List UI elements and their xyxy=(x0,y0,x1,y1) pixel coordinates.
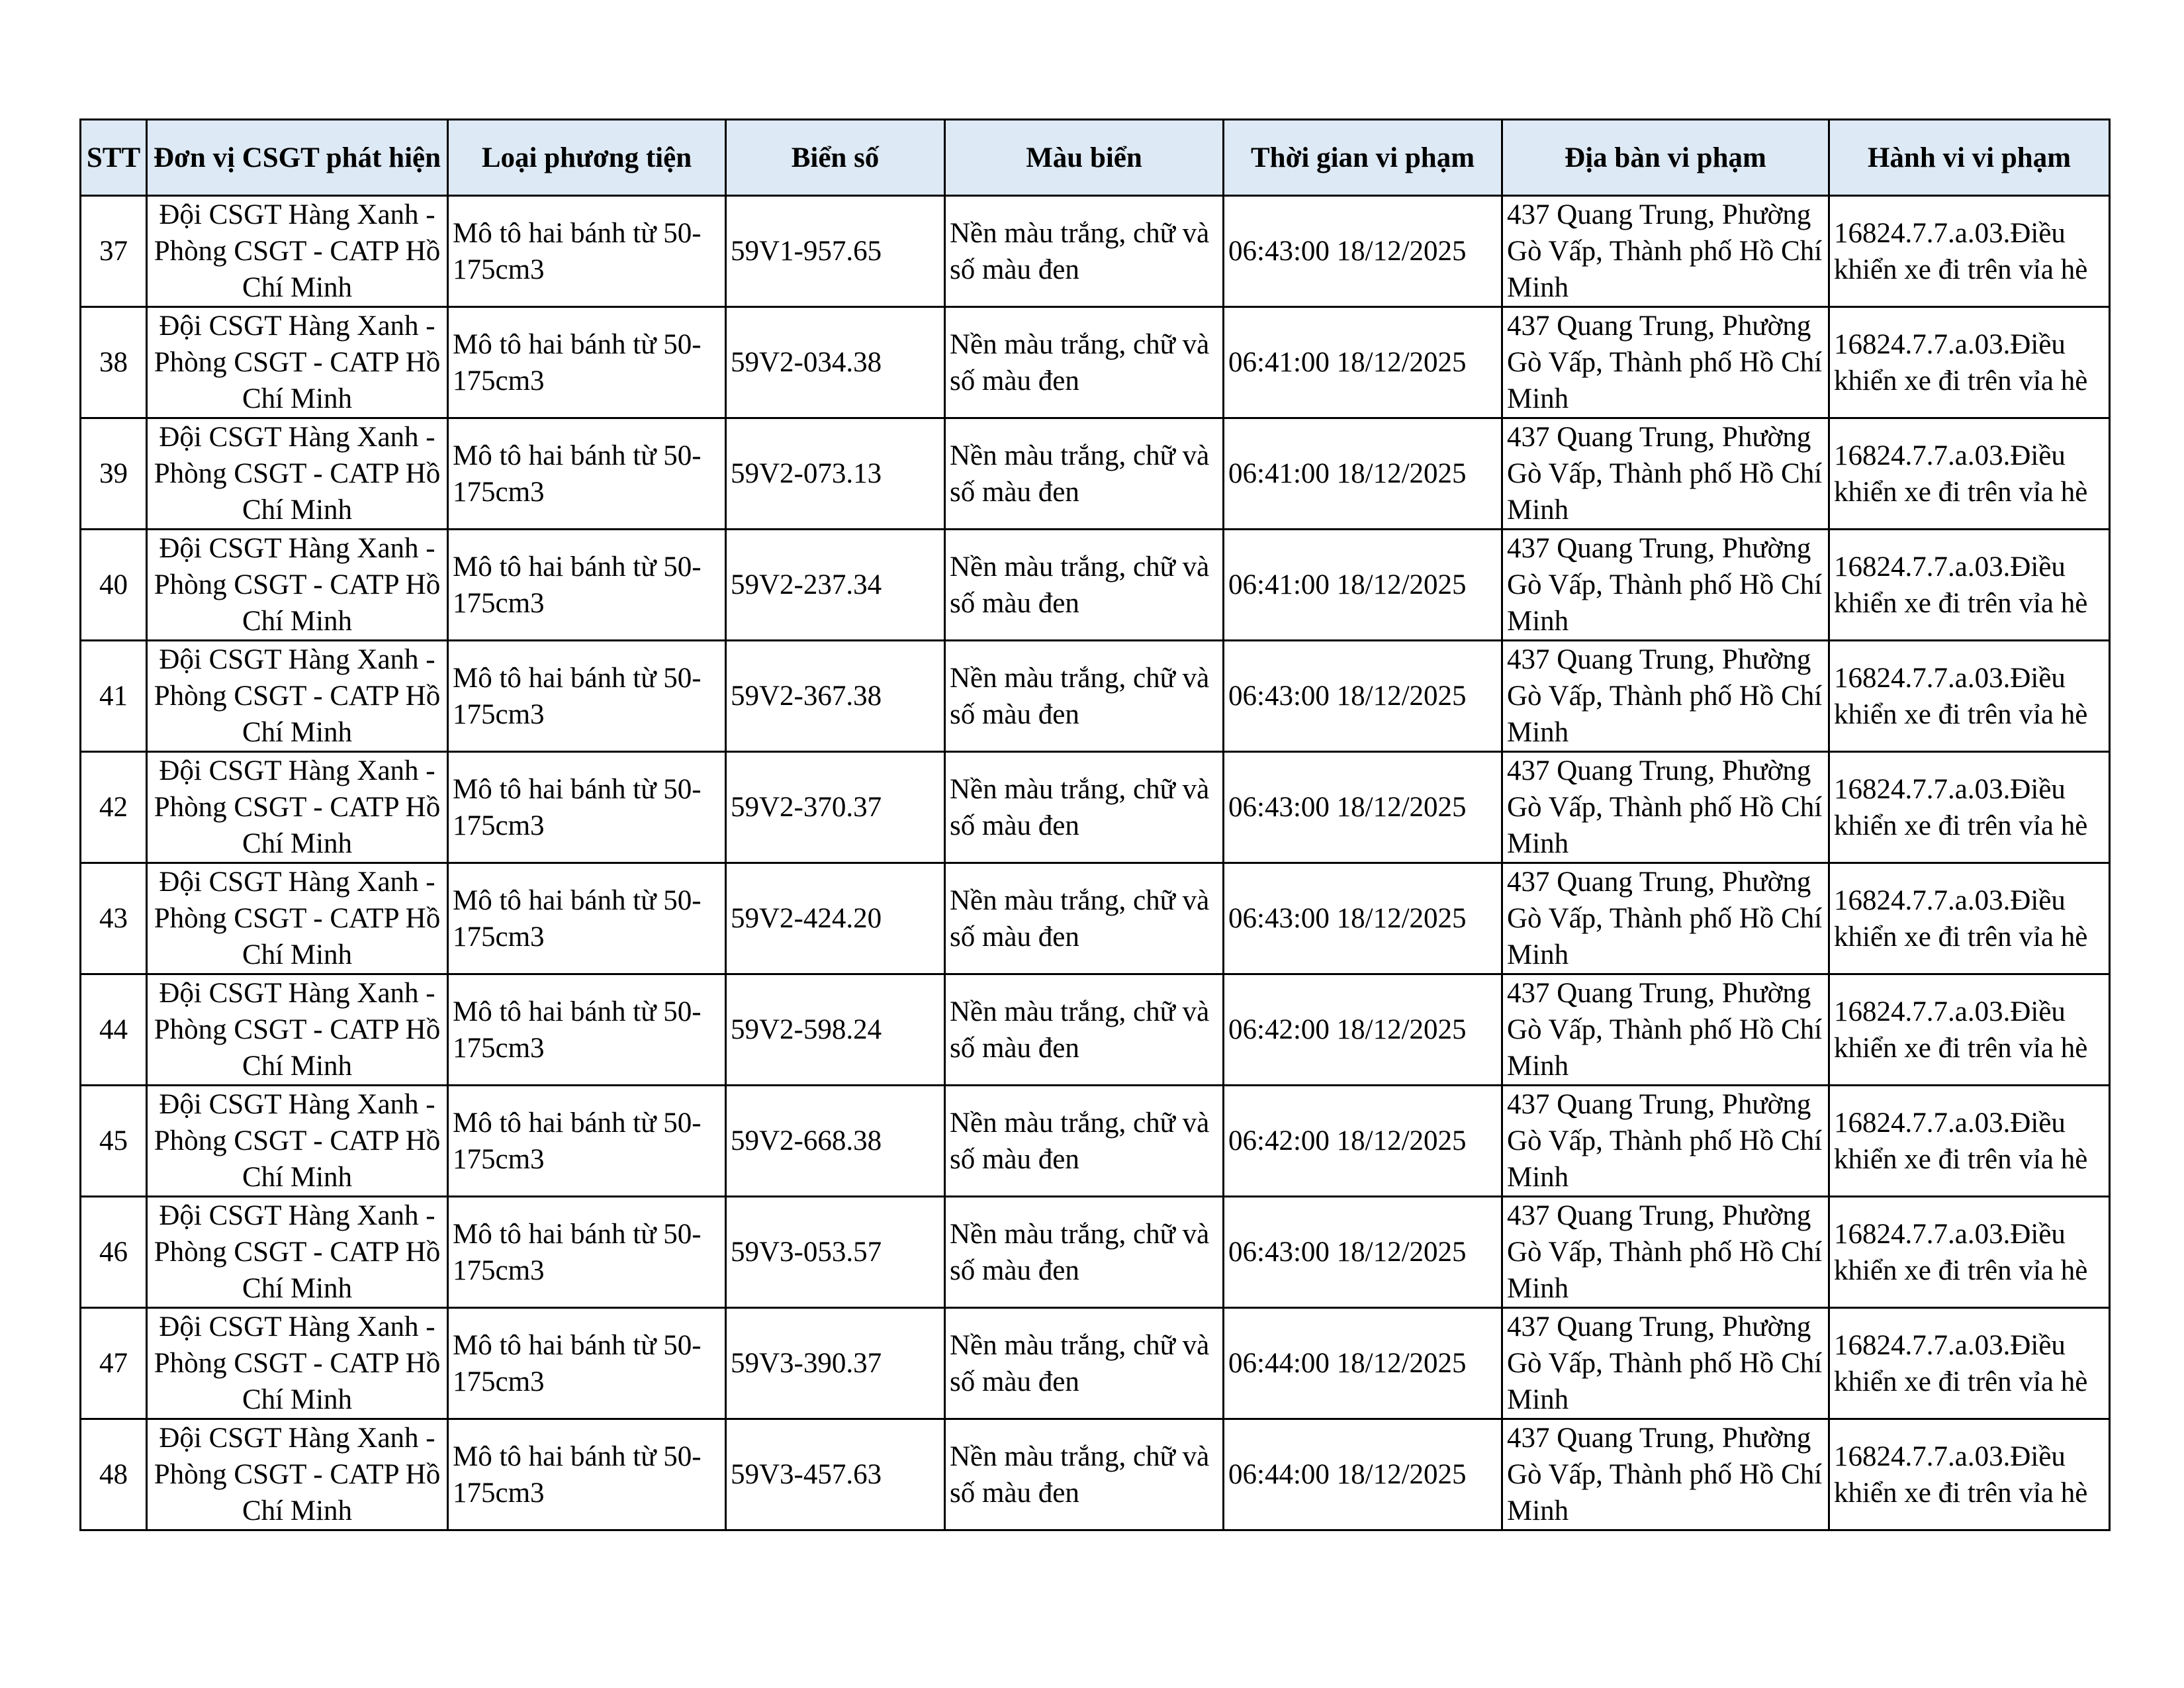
cell-location: 437 Quang Trung, Phường Gò Vấp, Thành phố Hồ Chí Minh xyxy=(1502,1197,1829,1308)
cell-plate-color: Nền màu trắng, chữ và số màu đen xyxy=(945,1308,1224,1419)
cell-location: 437 Quang Trung, Phường Gò Vấp, Thành phố Hồ Chí Minh xyxy=(1502,863,1829,974)
cell-vehicle-type: Mô tô hai bánh từ 50-175cm3 xyxy=(448,974,726,1086)
header-unit: Đơn vị CSGT phát hiện xyxy=(147,120,448,196)
header-vehicle-type: Loại phương tiện xyxy=(448,120,726,196)
table-row xyxy=(81,752,2110,863)
cell-plate: 59V2-073.13 xyxy=(726,418,945,530)
cell-unit: Đội CSGT Hàng Xanh - Phòng CSGT - CATP Hồ Chí Minh xyxy=(147,1197,448,1308)
cell-stt: 45 xyxy=(81,1086,147,1197)
cell-violation: 16824.7.7.a.03.Điều khiển xe đi trên vỉa hè xyxy=(1829,1419,2110,1530)
cell-stt: 46 xyxy=(81,1197,147,1308)
cell-plate-color: Nền màu trắng, chữ và số màu đen xyxy=(945,974,1224,1086)
table-row xyxy=(81,1086,2110,1197)
cell-plate-color: Nền màu trắng, chữ và số màu đen xyxy=(945,641,1224,752)
header-plate-color: Màu biển xyxy=(945,120,1224,196)
cell-plate: 59V3-390.37 xyxy=(726,1308,945,1419)
cell-vehicle-type: Mô tô hai bánh từ 50-175cm3 xyxy=(448,418,726,530)
cell-vehicle-type: Mô tô hai bánh từ 50-175cm3 xyxy=(448,641,726,752)
table-row xyxy=(81,974,2110,1086)
cell-stt: 37 xyxy=(81,196,147,307)
cell-unit: Đội CSGT Hàng Xanh - Phòng CSGT - CATP Hồ Chí Minh xyxy=(147,530,448,641)
cell-violation: 16824.7.7.a.03.Điều khiển xe đi trên vỉa hè xyxy=(1829,418,2110,530)
cell-time: 06:43:00 18/12/2025 xyxy=(1224,196,1502,307)
cell-time: 06:41:00 18/12/2025 xyxy=(1224,530,1502,641)
cell-time: 06:43:00 18/12/2025 xyxy=(1224,641,1502,752)
table-row xyxy=(81,1308,2110,1419)
cell-plate: 59V2-237.34 xyxy=(726,530,945,641)
cell-violation: 16824.7.7.a.03.Điều khiển xe đi trên vỉa hè xyxy=(1829,1197,2110,1308)
cell-plate-color: Nền màu trắng, chữ và số màu đen xyxy=(945,196,1224,307)
cell-violation: 16824.7.7.a.03.Điều khiển xe đi trên vỉa hè xyxy=(1829,974,2110,1086)
cell-vehicle-type: Mô tô hai bánh từ 50-175cm3 xyxy=(448,1308,726,1419)
cell-time: 06:41:00 18/12/2025 xyxy=(1224,418,1502,530)
table-row xyxy=(81,641,2110,752)
cell-time: 06:42:00 18/12/2025 xyxy=(1224,974,1502,1086)
cell-time: 06:43:00 18/12/2025 xyxy=(1224,752,1502,863)
cell-time: 06:44:00 18/12/2025 xyxy=(1224,1308,1502,1419)
table-row xyxy=(81,1419,2110,1530)
cell-vehicle-type: Mô tô hai bánh từ 50-175cm3 xyxy=(448,196,726,307)
cell-time: 06:43:00 18/12/2025 xyxy=(1224,1197,1502,1308)
violations-table xyxy=(79,118,2111,1531)
cell-plate-color: Nền màu trắng, chữ và số màu đen xyxy=(945,418,1224,530)
header-time: Thời gian vi phạm xyxy=(1224,120,1502,196)
header-plate: Biển số xyxy=(726,120,945,196)
cell-location: 437 Quang Trung, Phường Gò Vấp, Thành phố Hồ Chí Minh xyxy=(1502,196,1829,307)
cell-stt: 43 xyxy=(81,863,147,974)
cell-location: 437 Quang Trung, Phường Gò Vấp, Thành phố Hồ Chí Minh xyxy=(1502,974,1829,1086)
cell-plate: 59V2-370.37 xyxy=(726,752,945,863)
cell-stt: 39 xyxy=(81,418,147,530)
cell-plate-color: Nền màu trắng, chữ và số màu đen xyxy=(945,1197,1224,1308)
cell-location: 437 Quang Trung, Phường Gò Vấp, Thành phố Hồ Chí Minh xyxy=(1502,1086,1829,1197)
table-header xyxy=(81,120,2110,196)
cell-unit: Đội CSGT Hàng Xanh - Phòng CSGT - CATP Hồ Chí Minh xyxy=(147,1419,448,1530)
cell-time: 06:41:00 18/12/2025 xyxy=(1224,307,1502,418)
table-row xyxy=(81,1197,2110,1308)
cell-stt: 38 xyxy=(81,307,147,418)
cell-plate: 59V2-034.38 xyxy=(726,307,945,418)
cell-plate-color: Nền màu trắng, chữ và số màu đen xyxy=(945,307,1224,418)
cell-unit: Đội CSGT Hàng Xanh - Phòng CSGT - CATP Hồ Chí Minh xyxy=(147,752,448,863)
cell-violation: 16824.7.7.a.03.Điều khiển xe đi trên vỉa hè xyxy=(1829,863,2110,974)
header-stt: STT xyxy=(81,120,147,196)
cell-unit: Đội CSGT Hàng Xanh - Phòng CSGT - CATP Hồ Chí Minh xyxy=(147,196,448,307)
header-violation: Hành vi vi phạm xyxy=(1829,120,2110,196)
cell-unit: Đội CSGT Hàng Xanh - Phòng CSGT - CATP Hồ Chí Minh xyxy=(147,974,448,1086)
cell-vehicle-type: Mô tô hai bánh từ 50-175cm3 xyxy=(448,1419,726,1530)
cell-unit: Đội CSGT Hàng Xanh - Phòng CSGT - CATP Hồ Chí Minh xyxy=(147,863,448,974)
table-body xyxy=(81,196,2110,1530)
cell-stt: 42 xyxy=(81,752,147,863)
cell-violation: 16824.7.7.a.03.Điều khiển xe đi trên vỉa hè xyxy=(1829,307,2110,418)
cell-time: 06:42:00 18/12/2025 xyxy=(1224,1086,1502,1197)
cell-plate-color: Nền màu trắng, chữ và số màu đen xyxy=(945,1419,1224,1530)
table-row xyxy=(81,863,2110,974)
cell-plate-color: Nền màu trắng, chữ và số màu đen xyxy=(945,530,1224,641)
cell-vehicle-type: Mô tô hai bánh từ 50-175cm3 xyxy=(448,752,726,863)
cell-plate-color: Nền màu trắng, chữ và số màu đen xyxy=(945,752,1224,863)
cell-violation: 16824.7.7.a.03.Điều khiển xe đi trên vỉa hè xyxy=(1829,1308,2110,1419)
cell-vehicle-type: Mô tô hai bánh từ 50-175cm3 xyxy=(448,1086,726,1197)
cell-violation: 16824.7.7.a.03.Điều khiển xe đi trên vỉa hè xyxy=(1829,1086,2110,1197)
cell-vehicle-type: Mô tô hai bánh từ 50-175cm3 xyxy=(448,307,726,418)
cell-location: 437 Quang Trung, Phường Gò Vấp, Thành phố Hồ Chí Minh xyxy=(1502,307,1829,418)
header-row xyxy=(81,120,2110,196)
cell-stt: 44 xyxy=(81,974,147,1086)
cell-plate: 59V3-053.57 xyxy=(726,1197,945,1308)
cell-plate: 59V2-424.20 xyxy=(726,863,945,974)
cell-unit: Đội CSGT Hàng Xanh - Phòng CSGT - CATP Hồ Chí Minh xyxy=(147,1086,448,1197)
cell-location: 437 Quang Trung, Phường Gò Vấp, Thành phố Hồ Chí Minh xyxy=(1502,530,1829,641)
cell-location: 437 Quang Trung, Phường Gò Vấp, Thành phố Hồ Chí Minh xyxy=(1502,641,1829,752)
cell-location: 437 Quang Trung, Phường Gò Vấp, Thành phố Hồ Chí Minh xyxy=(1502,1419,1829,1530)
cell-violation: 16824.7.7.a.03.Điều khiển xe đi trên vỉa hè xyxy=(1829,752,2110,863)
table-row xyxy=(81,418,2110,530)
cell-stt: 48 xyxy=(81,1419,147,1530)
table-row xyxy=(81,530,2110,641)
cell-time: 06:43:00 18/12/2025 xyxy=(1224,863,1502,974)
cell-vehicle-type: Mô tô hai bánh từ 50-175cm3 xyxy=(448,530,726,641)
cell-unit: Đội CSGT Hàng Xanh - Phòng CSGT - CATP Hồ Chí Minh xyxy=(147,1308,448,1419)
cell-plate: 59V2-668.38 xyxy=(726,1086,945,1197)
cell-violation: 16824.7.7.a.03.Điều khiển xe đi trên vỉa hè xyxy=(1829,641,2110,752)
table-row xyxy=(81,307,2110,418)
cell-plate-color: Nền màu trắng, chữ và số màu đen xyxy=(945,1086,1224,1197)
cell-unit: Đội CSGT Hàng Xanh - Phòng CSGT - CATP Hồ Chí Minh xyxy=(147,418,448,530)
cell-stt: 40 xyxy=(81,530,147,641)
cell-plate: 59V2-367.38 xyxy=(726,641,945,752)
cell-time: 06:44:00 18/12/2025 xyxy=(1224,1419,1502,1530)
cell-location: 437 Quang Trung, Phường Gò Vấp, Thành phố Hồ Chí Minh xyxy=(1502,1308,1829,1419)
cell-vehicle-type: Mô tô hai bánh từ 50-175cm3 xyxy=(448,1197,726,1308)
cell-plate-color: Nền màu trắng, chữ và số màu đen xyxy=(945,863,1224,974)
cell-violation: 16824.7.7.a.03.Điều khiển xe đi trên vỉa hè xyxy=(1829,530,2110,641)
cell-location: 437 Quang Trung, Phường Gò Vấp, Thành phố Hồ Chí Minh xyxy=(1502,752,1829,863)
cell-stt: 47 xyxy=(81,1308,147,1419)
header-location: Địa bàn vi phạm xyxy=(1502,120,1829,196)
cell-violation: 16824.7.7.a.03.Điều khiển xe đi trên vỉa hè xyxy=(1829,196,2110,307)
cell-plate: 59V1-957.65 xyxy=(726,196,945,307)
cell-vehicle-type: Mô tô hai bánh từ 50-175cm3 xyxy=(448,863,726,974)
table-row xyxy=(81,196,2110,307)
cell-stt: 41 xyxy=(81,641,147,752)
cell-unit: Đội CSGT Hàng Xanh - Phòng CSGT - CATP Hồ Chí Minh xyxy=(147,641,448,752)
cell-location: 437 Quang Trung, Phường Gò Vấp, Thành phố Hồ Chí Minh xyxy=(1502,418,1829,530)
cell-plate: 59V3-457.63 xyxy=(726,1419,945,1530)
cell-unit: Đội CSGT Hàng Xanh - Phòng CSGT - CATP Hồ Chí Minh xyxy=(147,307,448,418)
cell-plate: 59V2-598.24 xyxy=(726,974,945,1086)
